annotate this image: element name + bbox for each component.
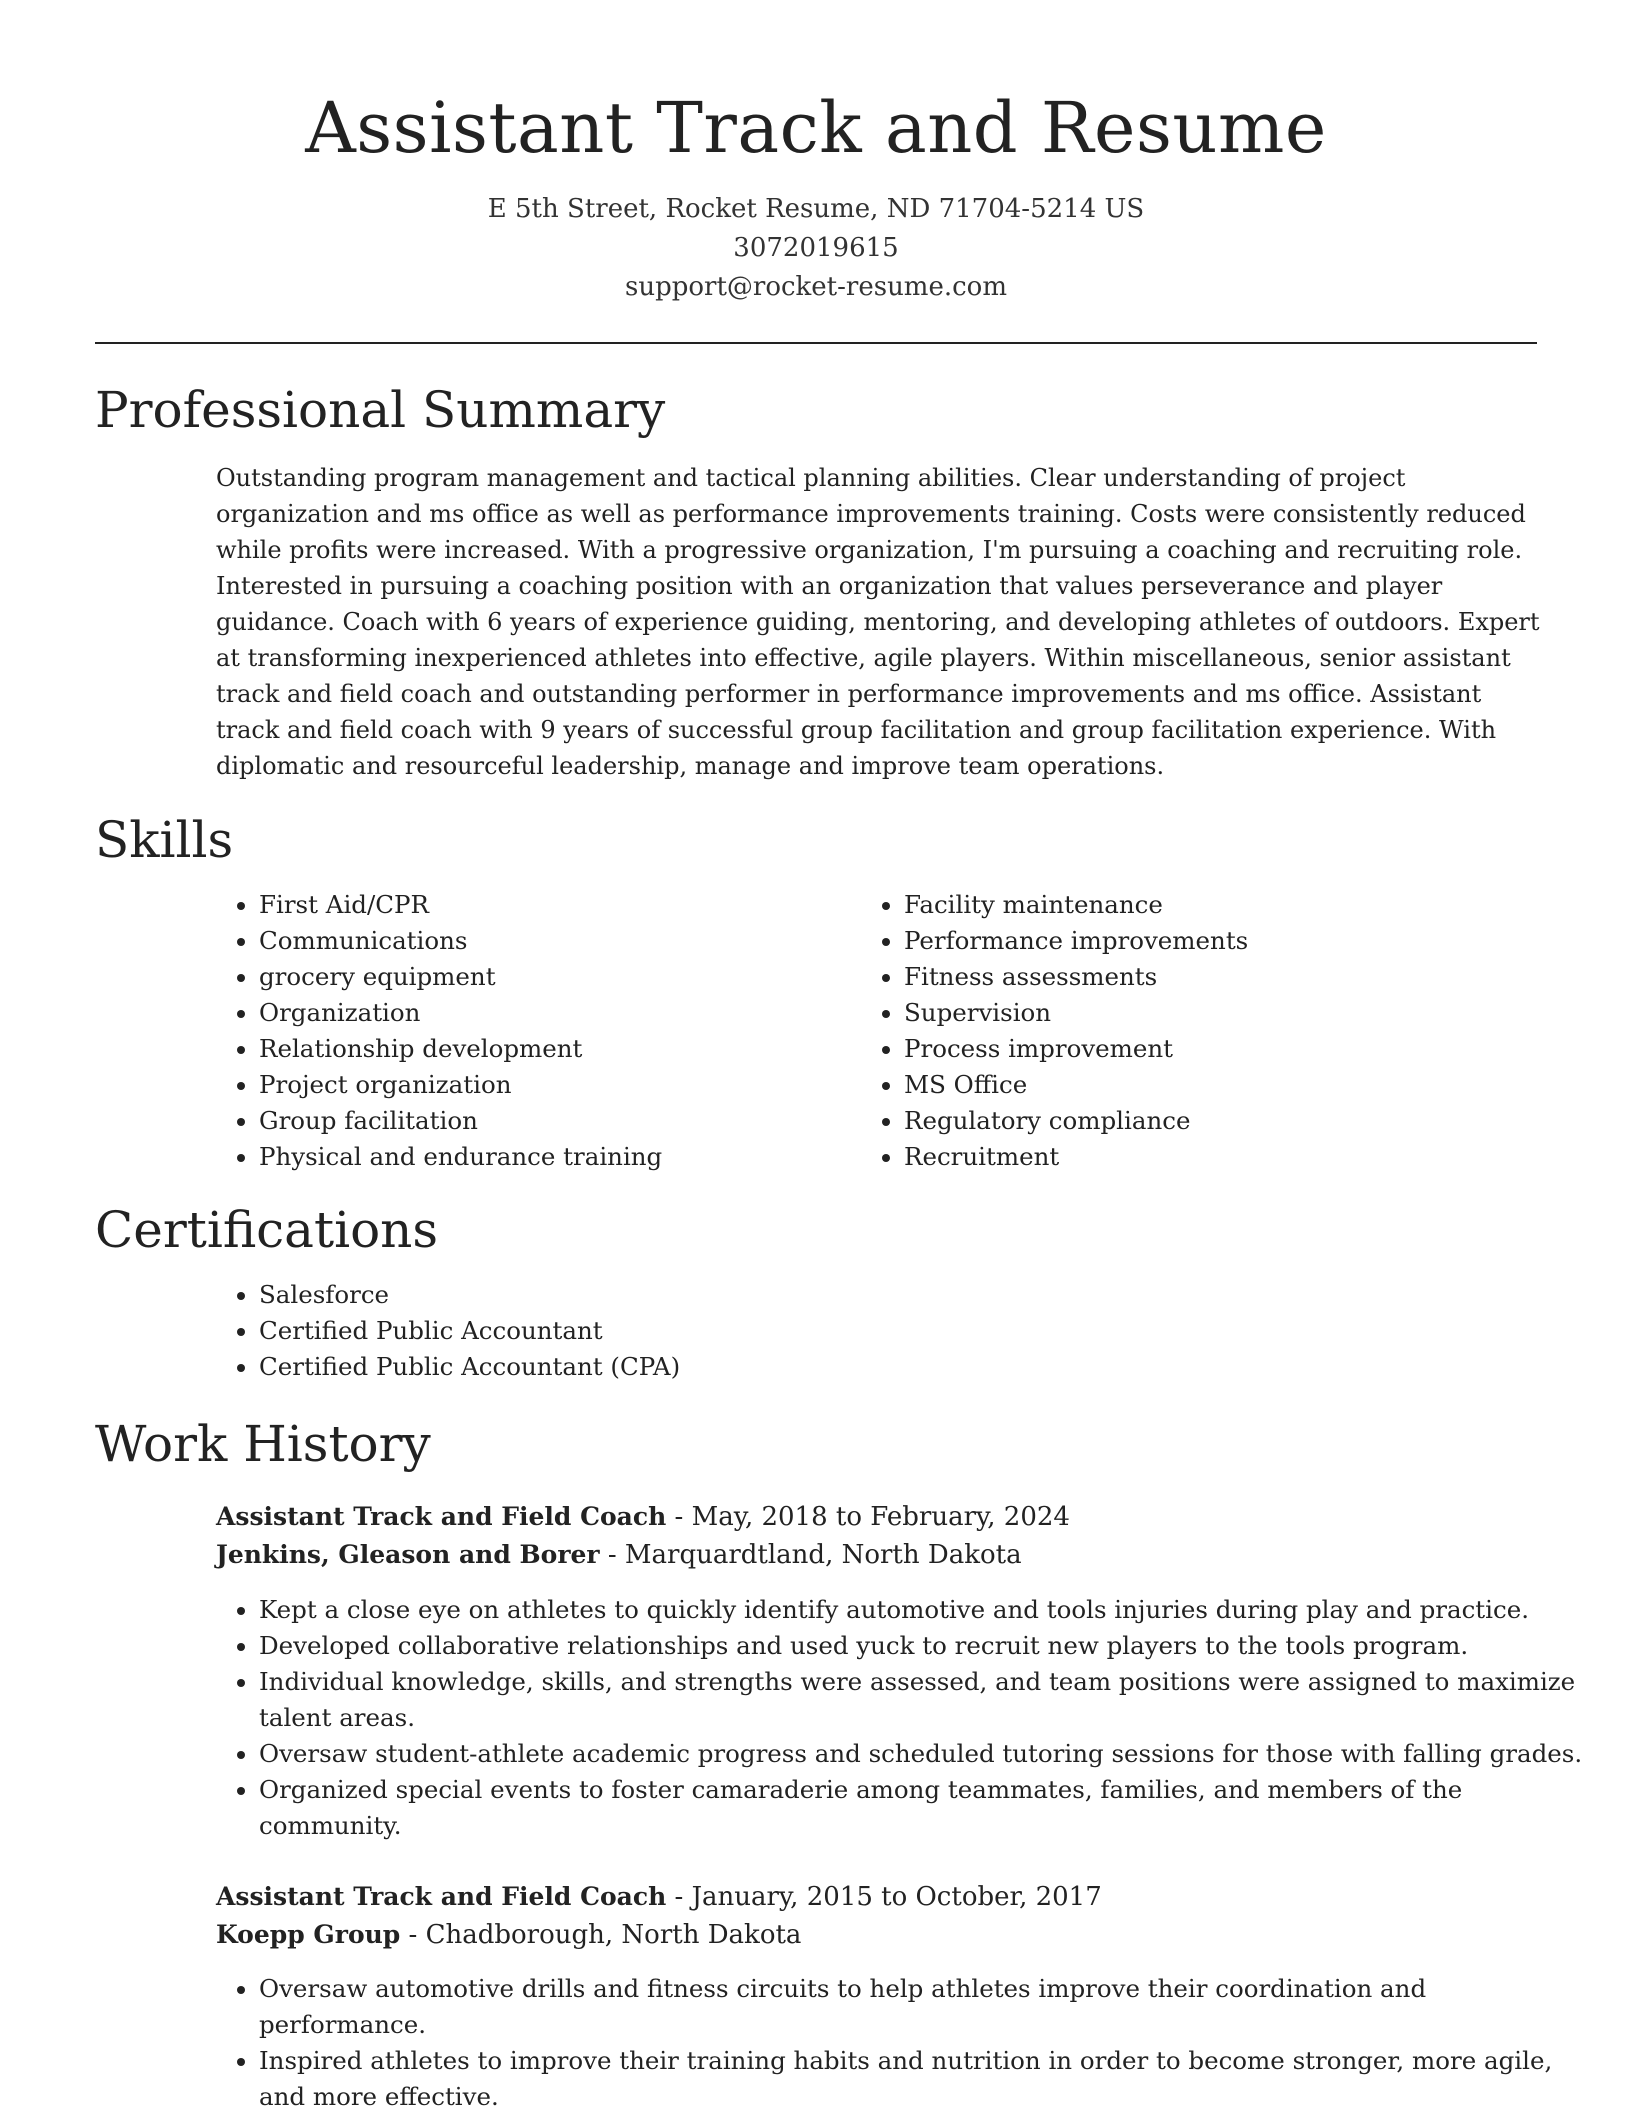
skill-item: • Performance improvements	[904, 923, 1544, 959]
job-location: - Marquardtland, North Dakota	[599, 1540, 1022, 1570]
skill-item: • Process improvement	[904, 1031, 1544, 1067]
job-company: Jenkins, Gleason and Borer	[216, 1540, 600, 1569]
candidate-name: Assistant Track and Resume	[305, 87, 1327, 169]
job-2-title-line	[216, 1878, 1102, 1916]
job-bullet: • Individual knowledge, skills, and strengths were assessed, and team positions were assigned to maximize talent areas.	[259, 1664, 1589, 1736]
job-title: Assistant Track and Field Coach	[216, 1502, 667, 1531]
job-dates: - May, 2018 to February, 2024	[666, 1502, 1070, 1532]
contact-info	[95, 190, 1537, 307]
skill-item: • Fitness assessments	[904, 959, 1544, 995]
job-1-bullets	[215, 1592, 1589, 1844]
job-bullet: • Oversaw automotive drills and fitness circuits to help athletes improve their coordination and performance.	[259, 1971, 1589, 2043]
skill-item: • Group facilitation	[259, 1103, 859, 1139]
contact-address: E 5th Street, Rocket Resume, ND 71704-5214 US	[487, 194, 1145, 224]
skills-list-right	[860, 887, 1544, 1175]
job-bullet: • Developed collaborative relationships and used yuck to recruit new players to the tools program.	[259, 1628, 1589, 1664]
skill-item: • First Aid/CPR	[259, 887, 859, 923]
job-bullet: • Inspired athletes to improve their training habits and nutrition in order to become stronger, more agile, and more effective.	[259, 2043, 1589, 2115]
job-2-bullets	[215, 1971, 1589, 2115]
skill-item: • Organization	[259, 995, 859, 1031]
skill-item: • grocery equipment	[259, 959, 859, 995]
job-company: Koepp Group	[216, 1920, 401, 1949]
job-location: - Chadborough, North Dakota	[400, 1920, 802, 1950]
job-bullet: • Oversaw student-athlete academic progress and scheduled tutoring sessions for those with falling grades.	[259, 1736, 1589, 1772]
skill-item: • Relationship development	[259, 1031, 859, 1067]
skill-item: • Regulatory compliance	[904, 1103, 1544, 1139]
skill-item: • Facility maintenance	[904, 887, 1544, 923]
skill-item: • Communications	[259, 923, 859, 959]
summary-text: Outstanding program management and tactical planning abilities. Clear understanding of project organization and ms office as well as performance improvements training. Costs were consistently reduced while profits were increased. With a progressive organization, I'm pursuing a coaching and recruiting role. Interested in pursuing a coaching position with an organization that values perseverance and player guidance. Coach with 6 years of experience guiding, mentoring, and developing athletes of outdoors. Expert at transforming inexperienced athletes into effective, agile players. Within miscellaneous, senior assistant track and field coach and outstanding performer in performance improvements and ms office. Assistant track and field coach with 9 years of successful group facilitation and group facilitation experience. With diplomatic and resourceful leadership, manage and improve team operations.	[216, 464, 1540, 780]
skills-heading: Skills	[95, 811, 234, 869]
job-1-company-line	[216, 1536, 1022, 1574]
skill-item: • Physical and endurance training	[259, 1139, 859, 1175]
certifications-heading: Certifications	[95, 1201, 439, 1259]
contact-phone: 3072019615	[733, 233, 899, 263]
certifications-list	[215, 1277, 1459, 1385]
job-bullet: • Kept a close eye on athletes to quickly identify automotive and tools injuries during play and practice.	[259, 1592, 1589, 1628]
job-bullet: • Organized special events to foster camaraderie among teammates, families, and members of the community.	[259, 1772, 1589, 1844]
certification-item: • Certified Public Accountant	[259, 1313, 1459, 1349]
job-2-company-line	[216, 1916, 801, 1954]
contact-email: support@rocket-resume.com	[624, 272, 1007, 302]
job-title: Assistant Track and Field Coach	[216, 1882, 667, 1911]
skills-list-left	[215, 887, 859, 1175]
job-1-title-line	[216, 1498, 1070, 1536]
skill-item: • Project organization	[259, 1067, 859, 1103]
summary-heading: Professional Summary	[95, 381, 666, 439]
certification-item: • Certified Public Accountant (CPA)	[259, 1349, 1459, 1385]
skill-item: • MS Office	[904, 1067, 1544, 1103]
work-history-heading: Work History	[95, 1415, 431, 1473]
header-divider	[95, 342, 1537, 344]
certification-item: • Salesforce	[259, 1277, 1459, 1313]
job-dates: - January, 2015 to October, 2017	[666, 1882, 1102, 1912]
resume-header	[95, 86, 1537, 307]
skill-item: • Supervision	[904, 995, 1544, 1031]
skill-item: • Recruitment	[904, 1139, 1544, 1175]
